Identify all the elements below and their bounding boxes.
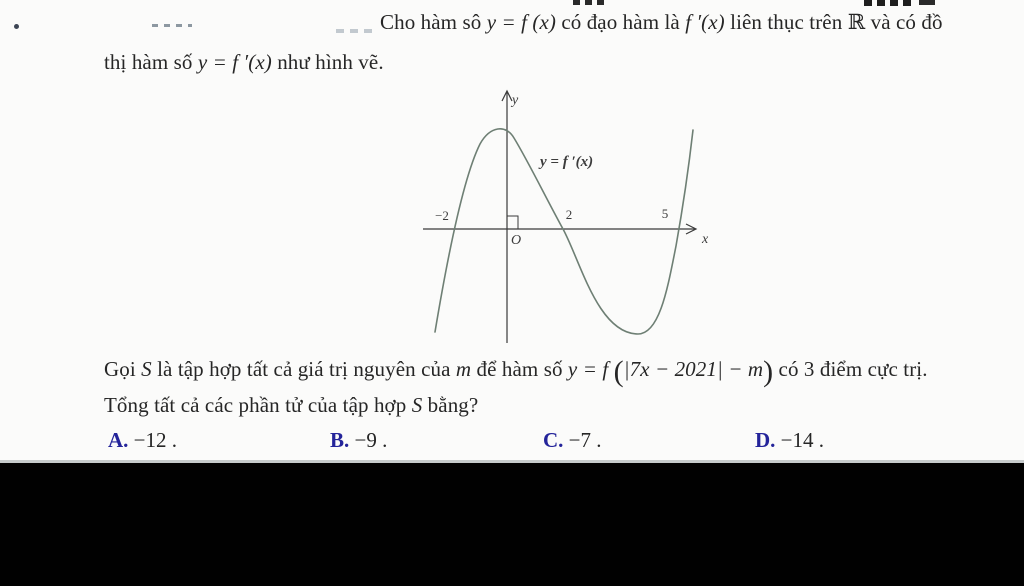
math-f-prime-x: f ′(x) <box>685 10 725 34</box>
scan-artifact-dashes <box>152 24 192 27</box>
scan-artifact-smudge <box>336 29 378 33</box>
text-run: thị hàm số <box>104 50 198 74</box>
scan-artifact-dot <box>14 24 19 29</box>
right-angle-mark <box>507 216 518 229</box>
option-d-label: D. <box>755 428 776 452</box>
option-c-value: −7 . <box>568 428 602 452</box>
reals-symbol: ℝ <box>847 10 866 34</box>
answer-options <box>0 428 1024 458</box>
paren-close: ) <box>763 355 774 388</box>
origin-label: O <box>511 233 522 248</box>
derivative-graph <box>418 86 718 348</box>
option-c <box>543 428 602 453</box>
scan-artifact-topcut-3 <box>919 0 935 5</box>
letterbox-bottom <box>0 463 1024 586</box>
option-b-value: −9 . <box>354 428 388 452</box>
option-a-value: −12 . <box>133 428 178 452</box>
text-run: có 3 điểm cực trị. <box>773 357 928 381</box>
text-run: bằng? <box>422 393 479 417</box>
text-run: để hàm số <box>471 357 568 381</box>
problem-statement-line <box>104 355 928 388</box>
option-a <box>108 428 177 453</box>
var-m: m <box>455 357 472 381</box>
problem-intro-line2 <box>104 50 384 75</box>
problem-question-line <box>104 393 478 418</box>
minus-m: − m <box>722 357 764 381</box>
tick-neg-2: −2 <box>435 208 449 223</box>
text-run: như hình vẽ. <box>271 50 384 74</box>
text-run: là tập hợp tất cả giá trị nguyên của <box>151 357 456 381</box>
text-run: Gọi <box>104 357 142 381</box>
text-run: và có đồ <box>865 10 943 34</box>
tick-2: 2 <box>565 207 573 222</box>
option-c-label: C. <box>543 428 564 452</box>
option-d-value: −14 . <box>780 428 825 452</box>
y-axis-label: y <box>512 93 519 108</box>
set-symbol: S <box>141 357 152 381</box>
option-d <box>755 428 824 453</box>
curve-label: y = f ′(x) <box>540 154 594 170</box>
formula-lhs: y = f <box>567 357 614 381</box>
abs-expression: |7x − 2021| <box>623 357 723 381</box>
math-y-equals-f-prime-x: y = f ′(x) <box>197 50 272 74</box>
x-axis-label: x <box>702 232 709 247</box>
text-run: Cho hàm sô <box>380 10 487 34</box>
text-run: Tổng tất cả các phần tử của tập hợp <box>104 393 412 417</box>
tick-5: 5 <box>661 206 669 221</box>
text-run: liên thục trên <box>724 10 848 34</box>
math-y-equals-fx: y = f (x) <box>486 10 556 34</box>
paren-open: ( <box>613 355 624 388</box>
set-symbol: S <box>411 393 423 417</box>
scan-artifact-topcut-1 <box>573 0 607 5</box>
option-b <box>330 428 387 453</box>
text-run: có đạo hàm là <box>555 10 686 34</box>
scan-artifact-topcut-2 <box>864 0 912 6</box>
option-a-label: A. <box>108 428 129 452</box>
option-b-label: B. <box>330 428 350 452</box>
problem-intro-line1 <box>380 10 943 35</box>
